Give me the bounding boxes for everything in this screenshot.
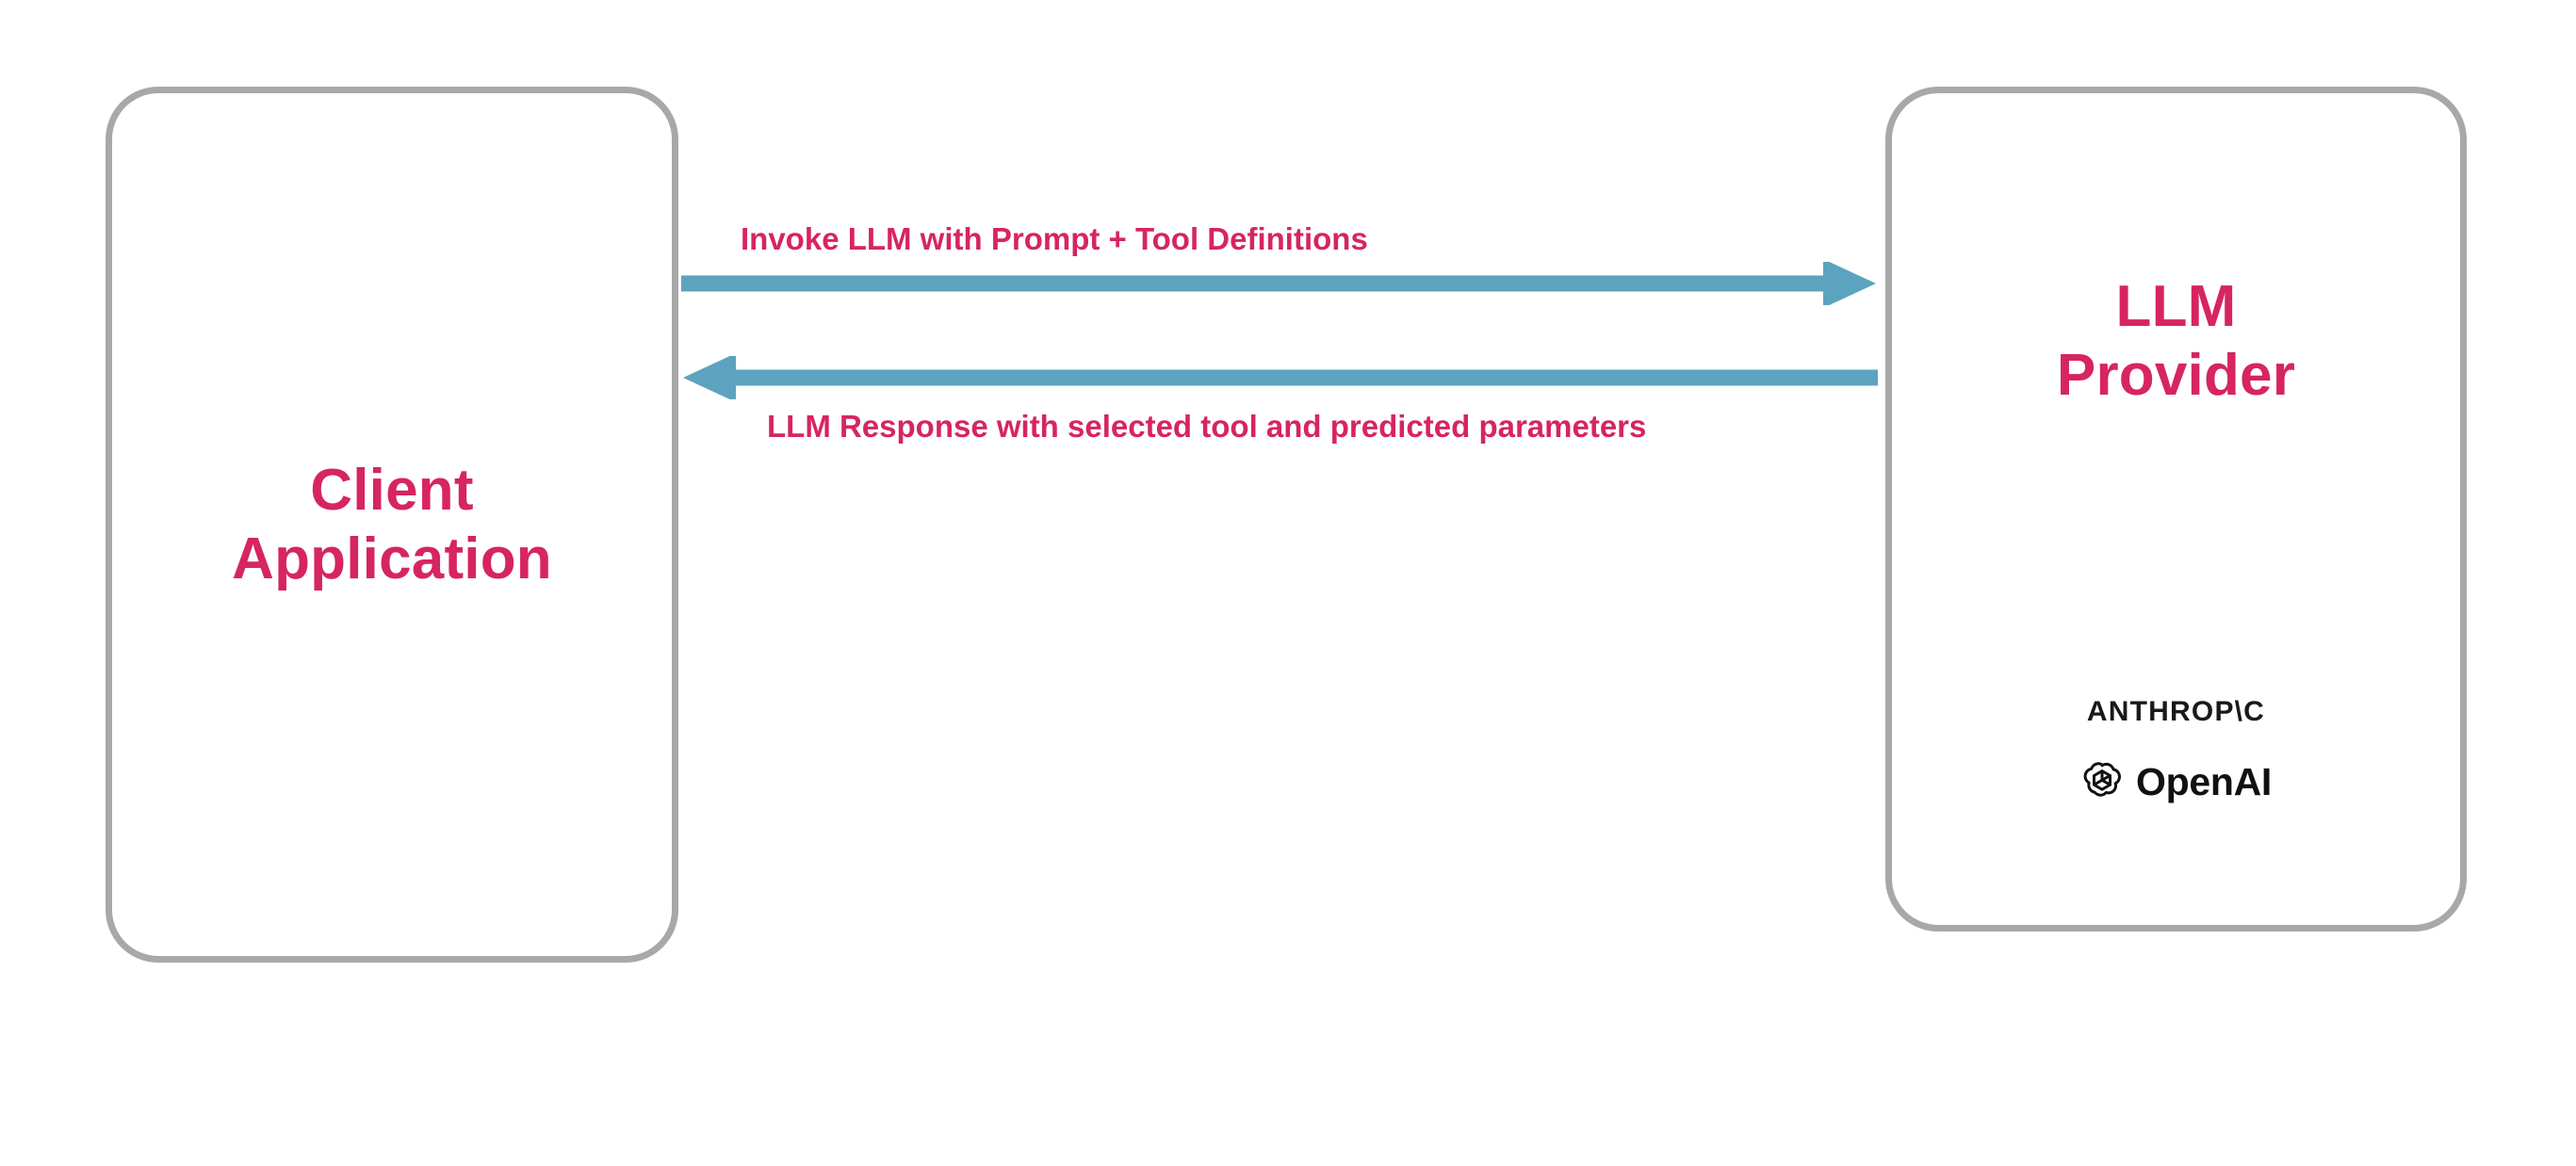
edge-label-response: LLM Response with selected tool and predicted parameters bbox=[767, 409, 1647, 444]
node-llm-provider-label-line2: Provider bbox=[2056, 343, 2296, 409]
provider-brand-stack bbox=[1892, 696, 2460, 806]
node-client-application[interactable] bbox=[106, 87, 678, 963]
node-llm-provider[interactable] bbox=[1885, 87, 2467, 931]
node-llm-provider-label bbox=[1892, 272, 2460, 410]
openai-logo-icon bbox=[2080, 758, 2124, 806]
node-llm-provider-label-line1: LLM bbox=[2115, 274, 2237, 339]
openai-wordmark: OpenAI bbox=[2136, 760, 2272, 803]
edge-label-request: Invoke LLM with Prompt + Tool Definitions bbox=[741, 221, 1368, 256]
node-client-application-label-line1: Client bbox=[310, 457, 474, 523]
node-client-application-label-line2: Application bbox=[232, 526, 552, 591]
arrow-response-to-client bbox=[681, 356, 1878, 399]
openai-brand bbox=[2080, 758, 2272, 806]
arrow-request-to-provider bbox=[681, 262, 1878, 305]
anthropic-wordmark: ANTHROP\C bbox=[2086, 696, 2266, 727]
node-client-application-label bbox=[112, 456, 672, 593]
